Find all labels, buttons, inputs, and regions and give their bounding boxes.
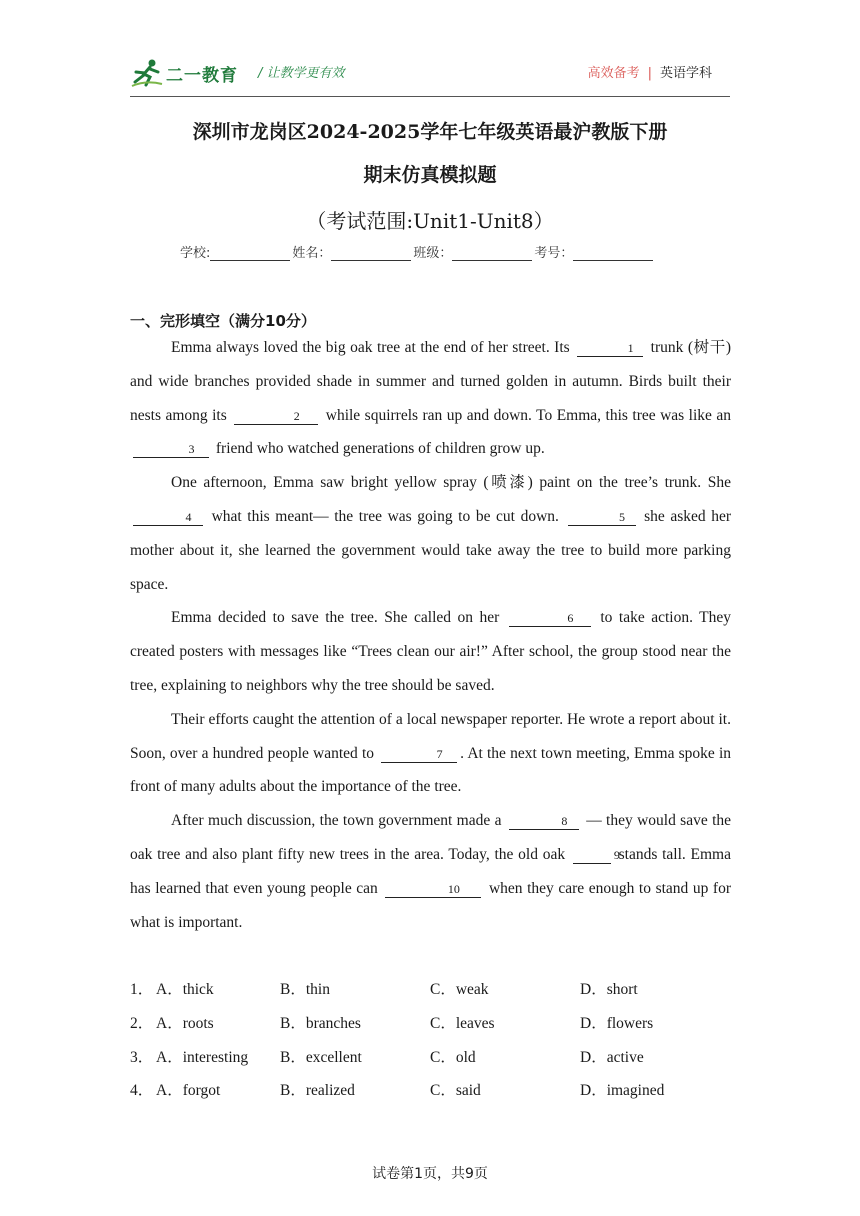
exam-number-blank [573,246,653,261]
class-label: 班级： [413,246,453,261]
passage-text: friend who watched generations of children grow up. [215,440,545,458]
passage-text: . At the next town meeting, Emma spoke in front of many adults about the importance of the tree. [130,744,732,796]
option-d: D．flowers [580,1014,654,1032]
option-a: A．forgot [156,1082,221,1100]
student-info-line [180,242,655,261]
slogan: / 让教学更有效 [258,66,345,81]
option-d: D．imagined [580,1082,665,1100]
passage-text: she asked her mother about it, she learned the government would take away the tree to build more parking space. [130,507,732,593]
option-a: A．thick [156,981,214,998]
passage-text: what this meant— the tree was going to be cut down. [211,507,559,525]
option-b: B．realized [280,1082,355,1100]
option-c: C．old [430,1048,476,1066]
option-c: C．weak [430,981,489,998]
blank-1: 1 [577,341,643,357]
question-3-options [130,1044,730,1078]
school-blank [210,246,290,261]
paragraph-2 [130,466,731,601]
page-header [130,56,730,97]
passage-text: to take action. They created posters with messages like “Trees clean our air!” After school, the group stood near the tree, explaining to neighbors why the tree should be saved. [130,609,732,694]
passage-text: trunk (树干) and wide branches provided shade in summer and turned golden in autumn. Birds built their nests among its [130,339,731,424]
logo [130,58,238,88]
option-d: D．active [580,1048,644,1066]
passage-text: Their efforts caught the attention of a local newspaper reporter. He wrote a report about it. Soon, over a hundred people wanted to [130,710,731,762]
blank-8: 8 [509,814,579,830]
tag-separator: | [647,66,652,81]
header-tags [588,62,712,81]
question-number: 4． [130,1082,154,1100]
page-footer: 试卷第1页，共9页 [372,1166,488,1182]
question-2-options [130,1010,730,1044]
name-label: 姓名： [292,246,332,261]
exam-title: 深圳市龙岗区2024-2025学年七年级英语最沪教版下册 [192,121,668,143]
logo-text: 二一教育 [166,65,238,86]
exam-number-label: 考号： [534,246,574,261]
paragraph-5 [130,804,731,939]
passage-text: After much discussion, the town government made a [171,812,502,830]
question-1-options [130,976,730,1010]
passage-text: Emma decided to save the tree. She called on her [171,609,500,627]
blank-10: 10 [385,882,481,898]
answer-options [130,976,730,1111]
option-d: D．short [580,981,638,998]
paragraph-4 [130,703,731,804]
option-b: B．excellent [280,1048,362,1066]
cloze-passage [130,331,731,939]
option-a: A．roots [156,1014,214,1032]
question-number: 2． [130,1014,154,1032]
passage-text: when they care enough to stand up for what is important. [130,879,732,931]
blank-2: 2 [234,409,318,425]
runner-logo-icon [130,58,164,88]
blank-6: 6 [509,611,591,627]
exam-subtitle: 期末仿真模拟题 [363,164,497,186]
tag-exam-prep: 高效备考 [587,66,640,81]
section-title: 一、完形填空（满分10分） [130,312,316,330]
option-c: C．leaves [430,1014,495,1032]
passage-text: One afternoon, Emma saw bright yellow spray (喷漆) paint on the tree’s trunk. She [171,474,731,492]
passage-text: while squirrels ran up and down. To Emma, this tree was like an [325,406,732,424]
passage-text: stands tall. Emma has learned that even young people can [130,845,731,897]
question-number: 3． [130,1048,154,1066]
question-4-options [130,1077,730,1111]
class-blank [452,246,532,261]
question-number: 1． [130,981,154,998]
paragraph-1 [130,331,731,466]
blank-3: 3 [133,442,209,458]
exam-scope: （考试范围:Unit1-Unit8） [306,209,554,233]
tag-subject: 英语学科 [659,66,712,81]
paragraph-3 [130,601,731,702]
option-b: B．thin [280,981,330,998]
option-a: A．interesting [156,1048,249,1066]
name-blank [331,246,411,261]
blank-7: 7 [381,747,457,763]
passage-text: — they would save the oak tree and also plant fifty new trees in the area. Today, the old oak [130,812,731,863]
blank-4: 4 [133,510,203,526]
blank-5: 5 [568,510,636,526]
blank-9: 9 [573,848,611,864]
school-label: 学校: [180,246,211,261]
passage-text: Emma always loved the big oak tree at the end of her street. Its [171,339,570,356]
option-c: C．said [430,1082,481,1100]
option-b: B．branches [280,1014,361,1032]
